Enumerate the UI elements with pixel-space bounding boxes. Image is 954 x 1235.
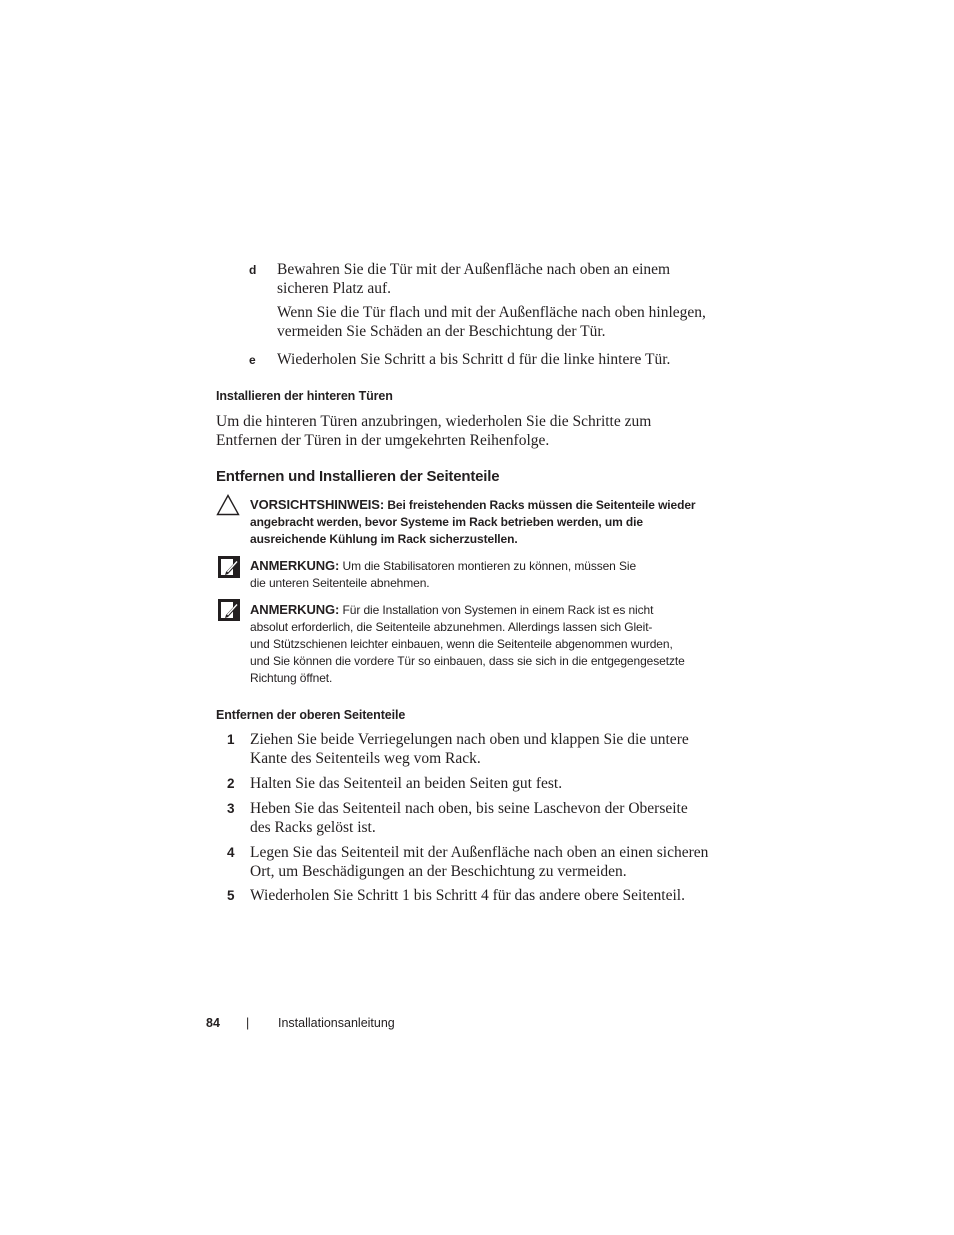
text-run: Für die Installation von Systemen in einem Rack ist es nicht bbox=[339, 603, 654, 617]
step-d-paragraph bbox=[277, 303, 706, 341]
step-5-text bbox=[250, 886, 685, 905]
heading-side-panels: Entfernen und Installieren der Seitenteile bbox=[216, 468, 500, 485]
text-line bbox=[250, 601, 730, 619]
text-line: Legen Sie das Seitenteil mit der Außenfläche nach oben an einen sicheren bbox=[250, 844, 709, 861]
step-number-4: 4 bbox=[227, 845, 235, 860]
note-text-1 bbox=[250, 557, 720, 592]
text-line: die unteren Seitenteile abnehmen. bbox=[250, 576, 430, 590]
step-2-text bbox=[250, 774, 562, 793]
text-line: Um die hinteren Türen anzubringen, wiederholen Sie die Schritte zum bbox=[216, 413, 652, 430]
step-marker-e: e bbox=[249, 353, 256, 367]
step-number-5: 5 bbox=[227, 888, 235, 903]
footer-title: Installationsanleitung bbox=[278, 1016, 395, 1030]
step-e-text bbox=[277, 350, 670, 369]
install-rear-doors-text bbox=[216, 412, 651, 450]
caution-icon bbox=[216, 494, 240, 521]
heading-remove-top-panels: Entfernen der oberen Seitenteile bbox=[216, 708, 406, 722]
text-line: vermeiden Sie Schäden an der Beschichtung der Tür. bbox=[277, 323, 606, 340]
step-number-2: 2 bbox=[227, 776, 235, 791]
text-line bbox=[250, 557, 720, 575]
text-line bbox=[250, 496, 720, 514]
footer-separator: | bbox=[246, 1016, 250, 1030]
step-1-text bbox=[250, 730, 689, 768]
text-line: ausreichende Kühlung im Rack sicherzustellen. bbox=[250, 532, 518, 546]
caution-label: VORSICHTSHINWEIS: bbox=[250, 497, 385, 512]
text-run: Bei freistehenden Racks müssen die Seitenteile wieder bbox=[384, 498, 696, 512]
note-pencil-icon bbox=[218, 556, 240, 583]
text-line: sicheren Platz auf. bbox=[277, 280, 392, 297]
page-number: 84 bbox=[206, 1016, 220, 1030]
text-line: Ziehen Sie beide Verriegelungen nach oben und klappen Sie die untere bbox=[250, 731, 689, 748]
text-line: Entfernen der Türen in der umgekehrten Reihenfolge. bbox=[216, 432, 550, 449]
note-label: ANMERKUNG: bbox=[250, 602, 340, 617]
text-line: angebracht werden, bevor Systeme im Rack betrieben werden, um die bbox=[250, 515, 643, 529]
text-line: Richtung öffnet. bbox=[250, 671, 333, 685]
caution-text bbox=[250, 496, 720, 548]
text-line: Heben Sie das Seitenteil nach oben, bis seine Laschevon der Oberseite bbox=[250, 800, 688, 817]
step-number-1: 1 bbox=[227, 732, 235, 747]
text-line: des Racks gelöst ist. bbox=[250, 819, 376, 836]
text-line: absolut erforderlich, die Seitenteile abzunehmen. Allerdings lassen sich Gleit- bbox=[250, 620, 653, 634]
step-number-3: 3 bbox=[227, 801, 235, 816]
text-line: Wenn Sie die Tür flach und mit der Außenfläche nach oben hinlegen, bbox=[277, 304, 706, 321]
text-line: und Stützschienen leichter einbauen, wenn die Seitenteile abgenommen wurden, bbox=[250, 637, 673, 651]
step-d-text bbox=[277, 260, 670, 298]
text-line: Halten Sie das Seitenteil an beiden Seiten gut fest. bbox=[250, 775, 563, 792]
step-marker-d: d bbox=[249, 263, 257, 277]
heading-install-rear-doors: Installieren der hinteren Türen bbox=[216, 389, 393, 403]
text-line: Ort, um Beschädigungen an der Beschichtung zu vermeiden. bbox=[250, 863, 627, 880]
text-line: Kante des Seitenteils weg vom Rack. bbox=[250, 750, 481, 767]
step-3-text bbox=[250, 799, 688, 837]
text-line: und Sie können die vordere Tür so einbauen, dass sie sich in die entgegengesetzte bbox=[250, 654, 685, 668]
note-pencil-icon bbox=[218, 599, 240, 626]
text-run: Um die Stabilisatoren montieren zu können, müssen Sie bbox=[339, 559, 637, 573]
step-4-text bbox=[250, 843, 708, 881]
text-line: Wiederholen Sie Schritt a bis Schritt d für die linke hintere Tür. bbox=[277, 351, 671, 368]
note-text-2 bbox=[250, 601, 730, 687]
text-line: Wiederholen Sie Schritt 1 bis Schritt 4 für das andere obere Seitenteil. bbox=[250, 887, 685, 904]
note-label: ANMERKUNG: bbox=[250, 558, 340, 573]
text-line: Bewahren Sie die Tür mit der Außenfläche nach oben an einem bbox=[277, 261, 671, 278]
